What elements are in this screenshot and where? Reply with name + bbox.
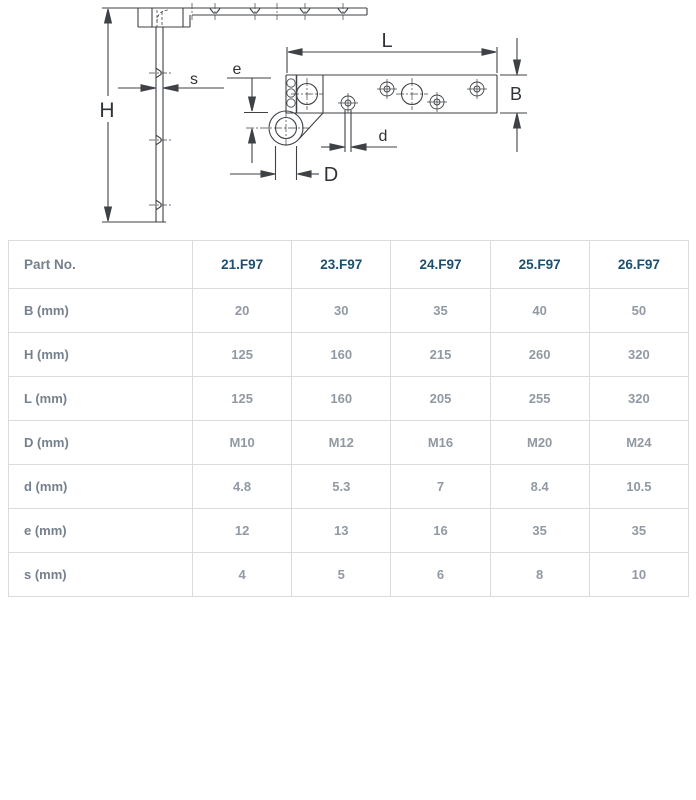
dimension-value-cell: 35 (490, 509, 589, 553)
part-number-header: 25.F97 (490, 241, 589, 289)
small-countersunk-holes (338, 79, 487, 113)
dimension-e (227, 78, 271, 163)
dimension-value-cell: 30 (292, 289, 391, 333)
dimension-value-cell: 260 (490, 333, 589, 377)
plan-view-drawing (227, 38, 527, 180)
dimension-value-cell: 215 (391, 333, 490, 377)
dimension-label-cell: e (mm) (9, 509, 193, 553)
dimension-value-cell: 160 (292, 333, 391, 377)
spec-table-body (9, 289, 689, 597)
dimension-value-cell: 8 (490, 553, 589, 597)
large-holes (291, 78, 428, 110)
dimension-value-cell: 40 (490, 289, 589, 333)
dimension-label-cell: L (mm) (9, 377, 193, 421)
table-row (9, 289, 689, 333)
dimension-value-cell: 6 (391, 553, 490, 597)
dimension-value-cell: 35 (589, 509, 688, 553)
dim-label-e: e (232, 61, 242, 78)
dimension-value-cell: 8.4 (490, 465, 589, 509)
dimension-value-cell: 35 (391, 289, 490, 333)
dimension-value-cell: 320 (589, 377, 688, 421)
table-row (9, 465, 689, 509)
dim-label-D: D (323, 164, 339, 186)
dimension-value-cell: 16 (391, 509, 490, 553)
dimension-value-cell: 7 (391, 465, 490, 509)
dimension-value-cell: 4 (193, 553, 292, 597)
table-row (9, 553, 689, 597)
dimension-value-cell: 4.8 (193, 465, 292, 509)
dim-label-H: H (99, 99, 115, 122)
dimension-s (118, 85, 224, 91)
spec-table (8, 240, 689, 597)
pivot-lug (246, 110, 323, 148)
dim-label-L: L (381, 30, 393, 52)
part-number-header: 26.F97 (589, 241, 688, 289)
dimension-label-cell: D (mm) (9, 421, 193, 465)
part-number-header: 24.F97 (391, 241, 490, 289)
dimension-value-cell: M10 (193, 421, 292, 465)
dimension-value-cell: 205 (391, 377, 490, 421)
dimension-value-cell: 160 (292, 377, 391, 421)
dimension-value-cell: 10.5 (589, 465, 688, 509)
dimension-value-cell: 50 (589, 289, 688, 333)
dimension-value-cell: M12 (292, 421, 391, 465)
table-row (9, 333, 689, 377)
dimension-value-cell: M16 (391, 421, 490, 465)
dim-label-s: s (190, 71, 198, 88)
part-number-header: 21.F97 (193, 241, 292, 289)
dim-label-B: B (509, 84, 523, 104)
dimension-value-cell: 10 (589, 553, 688, 597)
dimension-value-cell: 320 (589, 333, 688, 377)
spec-table-head (9, 241, 689, 289)
dim-label-d: d (378, 128, 388, 145)
dimension-label-cell: s (mm) (9, 553, 193, 597)
dimension-value-cell: M20 (490, 421, 589, 465)
dimension-value-cell: 20 (193, 289, 292, 333)
dimension-value-cell: M24 (589, 421, 688, 465)
spec-table-section (8, 240, 689, 597)
table-row (9, 421, 689, 465)
dimension-value-cell: 255 (490, 377, 589, 421)
dimension-value-cell: 13 (292, 509, 391, 553)
part-no-header: Part No. (9, 241, 193, 289)
dimension-label-cell: B (mm) (9, 289, 193, 333)
dimension-value-cell: 125 (193, 377, 292, 421)
table-row (9, 509, 689, 553)
part-number-header: 23.F97 (292, 241, 391, 289)
dimension-value-cell: 5 (292, 553, 391, 597)
dimension-label-cell: H (mm) (9, 333, 193, 377)
table-row (9, 377, 689, 421)
technical-drawing (0, 0, 696, 238)
strip-countersunk-holes (192, 3, 348, 20)
dimension-D (230, 146, 319, 180)
header-row (9, 241, 689, 289)
dimension-value-cell: 125 (193, 333, 292, 377)
dimension-value-cell: 5.3 (292, 465, 391, 509)
plate-countersunk-holes (149, 69, 171, 210)
dimension-value-cell: 12 (193, 509, 292, 553)
dimension-label-cell: d (mm) (9, 465, 193, 509)
